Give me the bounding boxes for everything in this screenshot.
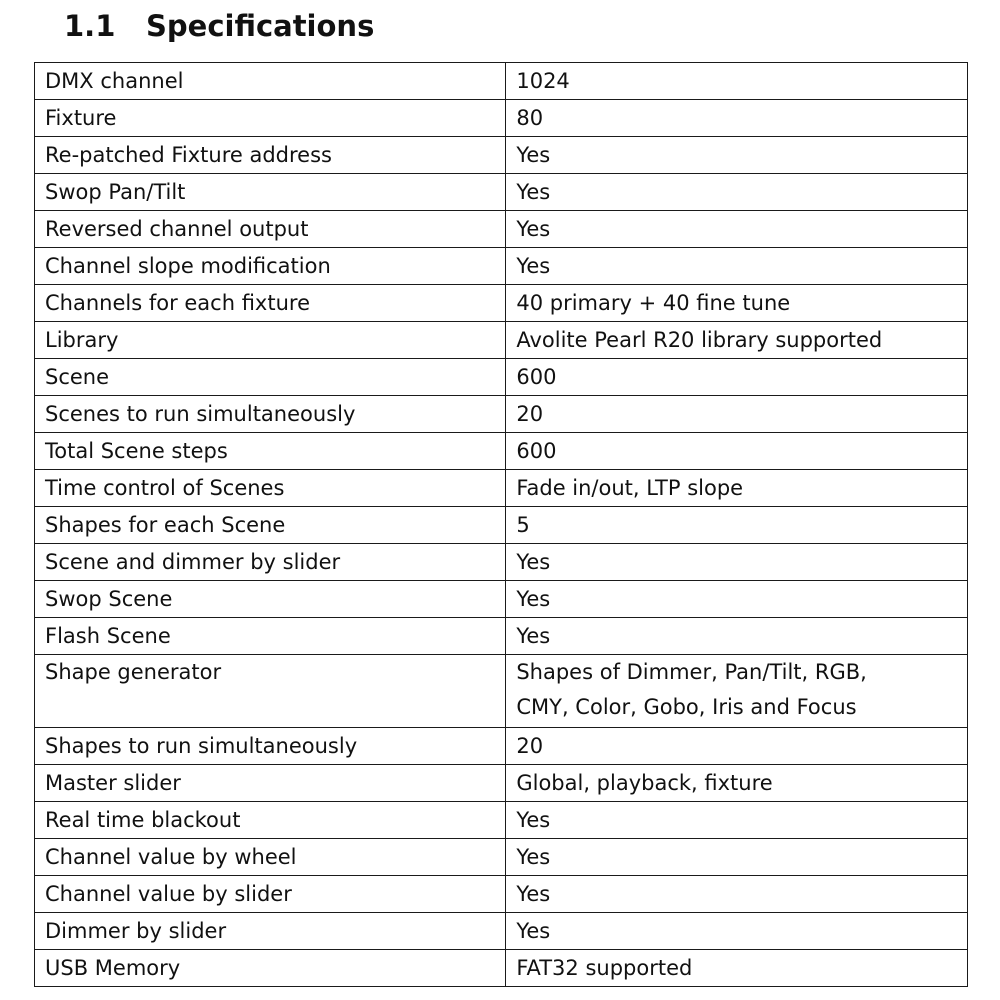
spec-value: 40 primary + 40 fine tune	[506, 285, 968, 322]
spec-value: 5	[506, 507, 968, 544]
spec-label: Shapes to run simultaneously	[35, 728, 506, 765]
spec-label: Re-patched Fixture address	[35, 137, 506, 174]
spec-label: Fixture	[35, 100, 506, 137]
table-row	[35, 359, 968, 396]
spec-label: Flash Scene	[35, 618, 506, 655]
spec-label: Dimmer by slider	[35, 913, 506, 950]
spec-value: 20	[506, 396, 968, 433]
table-row	[35, 285, 968, 322]
spec-label: Total Scene steps	[35, 433, 506, 470]
spec-value: Yes	[506, 618, 968, 655]
spec-value: 20	[506, 728, 968, 765]
spec-label: Swop Pan/Tilt	[35, 174, 506, 211]
spec-value: Avolite Pearl R20 library supported	[506, 322, 968, 359]
spec-value: Yes	[506, 839, 968, 876]
spec-label: Channel value by slider	[35, 876, 506, 913]
spec-label: DMX channel	[35, 63, 506, 100]
spec-label: USB Memory	[35, 950, 506, 987]
spec-label: Scene and dimmer by slider	[35, 544, 506, 581]
spec-value: Yes	[506, 211, 968, 248]
spec-value: Yes	[506, 137, 968, 174]
specifications-table-body	[35, 63, 968, 987]
spec-value: Yes	[506, 174, 968, 211]
spec-value: Yes	[506, 248, 968, 285]
table-row	[35, 913, 968, 950]
spec-value: 1024	[506, 63, 968, 100]
spec-value: 600	[506, 359, 968, 396]
spec-value: Yes	[506, 544, 968, 581]
spec-value: FAT32 supported	[506, 950, 968, 987]
spec-label: Reversed channel output	[35, 211, 506, 248]
spec-value: Yes	[506, 913, 968, 950]
table-row	[35, 802, 968, 839]
spec-label: Channel slope modification	[35, 248, 506, 285]
spec-label: Master slider	[35, 765, 506, 802]
spec-value: 80	[506, 100, 968, 137]
table-row	[35, 544, 968, 581]
table-row	[35, 839, 968, 876]
table-row	[35, 507, 968, 544]
spec-value: Global, playback, fixture	[506, 765, 968, 802]
table-row	[35, 728, 968, 765]
section-number: 1.1	[64, 9, 116, 43]
table-row	[35, 765, 968, 802]
spec-value: Fade in/out, LTP slope	[506, 470, 968, 507]
spec-label: Swop Scene	[35, 581, 506, 618]
table-row	[35, 63, 968, 100]
table-row	[35, 581, 968, 618]
spec-value: 600	[506, 433, 968, 470]
spec-value: Yes	[506, 802, 968, 839]
spec-label: Real time blackout	[35, 802, 506, 839]
spec-value-line: Shapes of Dimmer, Pan/Tilt, RGB,	[516, 660, 867, 684]
spec-label: Channels for each fixture	[35, 285, 506, 322]
spec-value	[506, 655, 968, 728]
table-row	[35, 248, 968, 285]
table-row	[35, 470, 968, 507]
specifications-table	[34, 62, 968, 987]
spec-label: Scenes to run simultaneously	[35, 396, 506, 433]
table-row	[35, 876, 968, 913]
section-heading	[64, 4, 374, 48]
table-row	[35, 396, 968, 433]
spec-value: Yes	[506, 581, 968, 618]
spec-value: Yes	[506, 876, 968, 913]
section-title: Specifications	[146, 9, 375, 43]
table-row	[35, 322, 968, 359]
spec-value-line: CMY, Color, Gobo, Iris and Focus	[516, 695, 857, 719]
table-row	[35, 100, 968, 137]
table-row	[35, 137, 968, 174]
spec-label: Time control of Scenes	[35, 470, 506, 507]
table-row	[35, 655, 968, 728]
table-row	[35, 433, 968, 470]
table-row	[35, 950, 968, 987]
table-row	[35, 211, 968, 248]
spec-label: Shapes for each Scene	[35, 507, 506, 544]
spec-label: Shape generator	[35, 655, 506, 728]
table-row	[35, 618, 968, 655]
spec-label: Channel value by wheel	[35, 839, 506, 876]
spec-label: Scene	[35, 359, 506, 396]
spec-label: Library	[35, 322, 506, 359]
table-row	[35, 174, 968, 211]
